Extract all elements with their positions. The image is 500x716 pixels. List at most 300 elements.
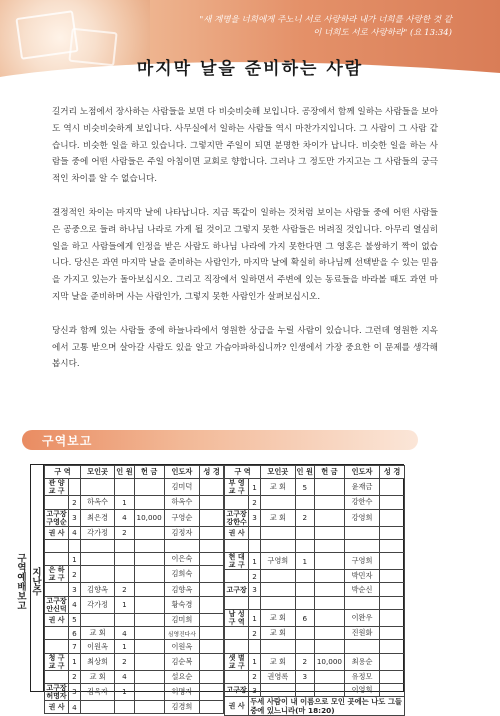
row-number-cell: 3	[69, 509, 81, 526]
row-number-cell: 7	[69, 640, 81, 653]
count-cell: 1	[115, 596, 134, 613]
count-cell: 1	[115, 683, 134, 700]
district-subname: 교 구	[228, 661, 245, 670]
table-row	[225, 653, 405, 670]
row-number-cell	[249, 539, 261, 552]
district-name: 고구장	[226, 585, 247, 594]
count-cell: 4	[115, 670, 134, 683]
leader-cell	[344, 526, 379, 539]
bible-cell	[380, 670, 405, 683]
district-name: 고구장	[46, 509, 67, 518]
offering-cell	[314, 496, 344, 509]
count-cell	[115, 566, 134, 583]
count-cell: 5	[295, 479, 314, 496]
leader-cell: 김미희	[164, 613, 200, 626]
district-cell	[225, 583, 249, 596]
leader-cell: 최용순	[344, 653, 379, 670]
table-row	[45, 553, 224, 566]
header-count: 인 원	[295, 466, 314, 479]
place-cell	[261, 526, 295, 539]
count-cell	[115, 700, 134, 713]
section-header	[22, 430, 418, 450]
row-number-cell: 2	[69, 566, 81, 583]
district-cell	[225, 610, 249, 627]
leader-cell: 설요순	[164, 670, 200, 683]
district-name: 부 영	[228, 479, 245, 488]
offering-cell	[134, 653, 164, 670]
leader-cell	[164, 539, 200, 552]
count-cell	[295, 496, 314, 509]
header-bible: 성 경	[380, 466, 405, 479]
offering-cell	[314, 610, 344, 627]
place-cell: 각가정	[80, 596, 114, 613]
count-cell	[115, 479, 134, 496]
report-side-label	[15, 465, 44, 691]
leader-cell: 진원화	[344, 627, 379, 640]
row-number-cell: 2	[249, 627, 261, 640]
place-cell	[261, 596, 295, 609]
district-subname: 강한수	[226, 517, 247, 526]
bible-cell	[380, 570, 405, 583]
offering-cell	[314, 479, 344, 496]
count-cell	[115, 553, 134, 566]
row-number-cell: 3	[69, 583, 81, 596]
district-name: 관 양	[48, 479, 65, 488]
table-row	[225, 697, 405, 716]
table-row	[45, 566, 224, 583]
header-leader: 인도자	[344, 466, 379, 479]
header-offering: 헌 금	[314, 466, 344, 479]
place-cell: 교 회	[261, 610, 295, 627]
bible-cell	[380, 509, 405, 526]
offering-cell	[314, 627, 344, 640]
place-cell: 구영희	[261, 553, 295, 570]
banner-verse: "새 계명을 너희에게 주노니 서로 사랑하라 내가 너희를 사랑한 것 같이 너희도 서로 사랑하라" (요 13:34)	[199, 15, 452, 38]
offering-cell	[314, 683, 344, 696]
district-cell	[45, 553, 69, 566]
offering-cell	[134, 596, 164, 613]
header-district: 구 역	[225, 466, 261, 479]
table-row	[225, 553, 405, 570]
offering-cell	[314, 596, 344, 609]
offering-cell	[134, 553, 164, 566]
leader-cell: 이원옥	[164, 640, 200, 653]
table-row	[225, 596, 405, 609]
district-cell	[225, 509, 249, 526]
row-number-cell: 2	[69, 496, 81, 509]
bible-cell	[200, 526, 224, 539]
district-cell	[225, 526, 249, 539]
report-table-left	[44, 465, 224, 714]
place-cell: 최은경	[80, 509, 114, 526]
district-name: 권 사	[48, 528, 65, 537]
count-cell	[115, 539, 134, 552]
leader-cell: 황숙경	[164, 596, 200, 613]
place-cell	[80, 539, 114, 552]
bible-cell	[380, 583, 405, 596]
bible-cell	[380, 526, 405, 539]
table-row	[45, 640, 224, 653]
page-title: 마지막 날을 준비하는 사람	[136, 59, 364, 79]
bible-cell	[380, 553, 405, 570]
table-row	[225, 670, 405, 683]
district-cell	[45, 509, 69, 526]
header-place: 모인곳	[80, 466, 114, 479]
offering-cell	[314, 539, 344, 552]
district-name: 고구장	[226, 509, 247, 518]
side-label-last-week: 지난주	[30, 566, 41, 596]
district-name: 남 성	[228, 610, 245, 619]
row-number-cell: 4	[69, 526, 81, 539]
bible-cell	[380, 610, 405, 627]
district-cell	[45, 596, 69, 613]
leader-cell: 이은숙	[164, 553, 200, 566]
count-cell: 1	[115, 640, 134, 653]
count-cell	[295, 596, 314, 609]
bible-cell	[200, 613, 224, 626]
row-number-cell: 5	[69, 613, 81, 626]
place-cell	[261, 496, 295, 509]
district-subname: 안신덕	[46, 604, 67, 613]
leader-cell: 구영순	[164, 509, 200, 526]
table-row	[45, 670, 224, 683]
bible-cell	[380, 640, 405, 653]
side-label-worship-report: 구역예배보고	[15, 552, 26, 610]
district-name: 권 사	[48, 703, 65, 712]
leader-cell: 구영희	[344, 553, 379, 570]
table-row	[225, 610, 405, 627]
place-cell	[261, 583, 295, 596]
district-cell	[225, 596, 249, 609]
bible-cell	[200, 596, 224, 613]
district-cell	[225, 670, 249, 683]
leader-cell: 박순신	[344, 583, 379, 596]
offering-cell	[314, 640, 344, 653]
district-cell	[225, 570, 249, 583]
offering-cell	[134, 566, 164, 583]
bible-cell	[380, 596, 405, 609]
bible-cell	[200, 553, 224, 566]
leader-cell	[344, 640, 379, 653]
district-subname: 교 구	[48, 574, 65, 583]
place-cell	[80, 700, 114, 713]
offering-cell: 10,000	[314, 653, 344, 670]
district-subname: 교 구	[228, 561, 245, 570]
leader-cell: 윤재금	[344, 479, 379, 496]
district-cell	[225, 496, 249, 509]
count-cell: 4	[115, 509, 134, 526]
count-cell	[295, 640, 314, 653]
district-cell	[45, 479, 69, 496]
district-cell	[225, 640, 249, 653]
bible-cell	[200, 479, 224, 496]
bible-cell	[200, 683, 224, 700]
leader-cell: 이영희	[344, 683, 379, 696]
place-cell: 김옥자	[80, 683, 114, 700]
report-table-right	[224, 465, 405, 716]
row-number-cell	[249, 640, 261, 653]
header-bible: 성 경	[200, 466, 224, 479]
district-cell	[45, 627, 69, 640]
district-name: 샛 별	[228, 653, 245, 662]
row-number-cell	[249, 596, 261, 609]
row-number-cell: 1	[69, 553, 81, 566]
district-cell	[45, 613, 69, 626]
district-subname: 교 구	[48, 661, 65, 670]
offering-cell	[134, 700, 164, 713]
leader-cell: 허명자	[164, 683, 200, 700]
place-cell	[80, 553, 114, 566]
place-cell: 교 회	[261, 653, 295, 670]
bible-cell	[200, 566, 224, 583]
leader-cell: 김미덕	[164, 479, 200, 496]
table-row	[225, 627, 405, 640]
offering-cell	[134, 496, 164, 509]
district-cell	[45, 653, 69, 670]
offering-cell	[134, 583, 164, 596]
leader-cell: 이완우	[344, 610, 379, 627]
row-number-cell: 1	[249, 653, 261, 670]
place-cell: 김향옥	[80, 583, 114, 596]
count-cell: 1	[115, 496, 134, 509]
header-offering: 헌 금	[134, 466, 164, 479]
offering-cell	[134, 613, 164, 626]
row-number-cell: 1	[249, 553, 261, 570]
district-name: 고구장	[46, 683, 67, 692]
district-name: 은 하	[48, 566, 65, 575]
count-cell: 3	[295, 670, 314, 683]
district-name: 권 사	[228, 528, 245, 537]
table-row	[45, 526, 224, 539]
place-cell: 하옥수	[80, 496, 114, 509]
district-cell	[45, 496, 69, 509]
row-number-cell: 4	[69, 596, 81, 613]
bible-cell	[200, 700, 224, 713]
leader-cell: 하옥수	[164, 496, 200, 509]
district-cell	[45, 583, 69, 596]
count-cell	[295, 526, 314, 539]
district-subname: 교 구	[228, 487, 245, 496]
district-cell	[45, 640, 69, 653]
table-row	[45, 653, 224, 670]
offering-cell	[134, 479, 164, 496]
count-cell: 2	[115, 583, 134, 596]
district-cell	[45, 539, 69, 552]
district-subname: 구 역	[228, 618, 245, 627]
leader-cell: 김순복	[164, 653, 200, 670]
table-row	[45, 613, 224, 626]
count-cell: 2	[115, 653, 134, 670]
header-leader: 인도자	[164, 466, 200, 479]
bible-cell	[200, 583, 224, 596]
table-row	[225, 496, 405, 509]
row-number-cell	[69, 539, 81, 552]
row-number-cell: 3	[249, 583, 261, 596]
bible-cell	[200, 539, 224, 552]
place-cell	[261, 683, 295, 696]
row-number-cell: 6	[69, 627, 81, 640]
table-row	[225, 683, 405, 696]
offering-cell	[314, 670, 344, 683]
offering-cell	[134, 526, 164, 539]
district-subname: 교 구	[48, 487, 65, 496]
place-cell	[261, 570, 295, 583]
closing-verse: 두세 사람이 내 이름으로 모인 곳에는 나도 그들 중에 있느니라(마 18:20)	[249, 697, 405, 716]
count-cell	[295, 627, 314, 640]
row-number-cell	[249, 526, 261, 539]
table-row	[225, 539, 405, 552]
bible-cell	[200, 627, 224, 640]
table-row	[45, 683, 224, 700]
offering-cell: 10,000	[134, 509, 164, 526]
table-row	[45, 496, 224, 509]
row-number-cell: 1	[249, 610, 261, 627]
leader-cell: 김희숙	[164, 566, 200, 583]
bible-cell	[200, 496, 224, 509]
offering-cell	[314, 509, 344, 526]
place-cell	[261, 539, 295, 552]
article-paragraph: 길거리 노점에서 장사하는 사람들을 보면 다 비슷비슷해 보입니다. 공장에서 함께 일하는 사람들을 보아도 역시 비슷비슷하게 보입니다. 사무실에서 일하는 사람들 역시 마찬가지입니다. 그 사람이 그 사람 같습니다. 비슷한 일을 하고 있습니다. 그렇지만 주일이 되면 분명한 차이가 납니다. 비슷한 일을 하는 사람들 중에 어떤 사람들은 주일 아침이면 교회로 향합니다. 그러나 그 정도만 가지고는 그 사람들의 궁극적인 차이를 알 수 없습니다.	[52, 107, 438, 185]
offering-cell	[134, 539, 164, 552]
row-number-cell: 3	[69, 683, 81, 700]
row-number-cell: 4	[69, 700, 81, 713]
leader-cell: 심영진다사	[164, 627, 200, 640]
table-header-row	[225, 466, 405, 479]
table-row	[225, 526, 405, 539]
leader-cell	[344, 539, 379, 552]
offering-cell	[314, 583, 344, 596]
table-header-row	[45, 466, 224, 479]
place-cell: 이원옥	[80, 640, 114, 653]
leader-cell: 김정자	[164, 526, 200, 539]
leader-cell: 박민자	[344, 570, 379, 583]
place-cell: 교 회	[80, 670, 114, 683]
place-cell	[80, 479, 114, 496]
table-row	[45, 583, 224, 596]
leader-cell: 유정모	[344, 670, 379, 683]
bible-cell	[380, 683, 405, 696]
district-cell	[225, 627, 249, 640]
row-number-cell: 1	[69, 653, 81, 670]
header-place: 모인곳	[261, 466, 295, 479]
header-district: 구 역	[45, 466, 81, 479]
table-row	[225, 509, 405, 526]
bible-cell	[200, 653, 224, 670]
bible-cell	[200, 640, 224, 653]
place-cell	[80, 566, 114, 583]
row-number-cell: 3	[249, 509, 261, 526]
offering-cell	[314, 553, 344, 570]
count-cell: 1	[295, 553, 314, 570]
district-subname: 구영순	[46, 517, 67, 526]
table-row	[225, 640, 405, 653]
count-cell	[295, 583, 314, 596]
place-cell	[261, 640, 295, 653]
offering-cell	[134, 683, 164, 700]
row-number-cell: 2	[249, 570, 261, 583]
place-cell	[80, 613, 114, 626]
table-row	[45, 509, 224, 526]
district-name: 현 대	[228, 553, 245, 562]
district-name: 청 구	[48, 653, 65, 662]
place-cell: 권영록	[261, 670, 295, 683]
district-cell	[225, 539, 249, 552]
table-row	[45, 627, 224, 640]
leader-cell: 김경희	[164, 700, 200, 713]
row-number-cell: 3	[249, 683, 261, 696]
leader-cell: 김향옥	[164, 583, 200, 596]
bible-cell	[200, 670, 224, 683]
leader-cell: 강영희	[344, 509, 379, 526]
offering-cell	[134, 640, 164, 653]
offering-cell	[314, 526, 344, 539]
leader-cell	[344, 596, 379, 609]
row-number-cell: 2	[249, 496, 261, 509]
district-subname: 허명자	[46, 691, 67, 700]
bible-cell	[380, 496, 405, 509]
district-cell	[45, 670, 69, 683]
article-paragraph: 당신과 함께 있는 사람들 중에 하늘나라에서 영원한 상급을 누릴 사람이 있습니다. 그런데 영원한 지옥에서 고통 받으며 살아갈 사람도 있을 알고 가슴아파하십니까? 인생에서 가장 중요한 이 문제를 생각해 봅시다.	[52, 325, 438, 370]
district-cell	[225, 553, 249, 570]
count-cell: 6	[295, 610, 314, 627]
bible-cell	[380, 653, 405, 670]
offering-cell	[134, 670, 164, 683]
district-cell	[45, 566, 69, 583]
place-cell: 최상희	[80, 653, 114, 670]
offering-cell	[314, 570, 344, 583]
table-row	[225, 570, 405, 583]
district-name: 권 사	[48, 615, 65, 624]
table-row	[225, 479, 405, 496]
district-cell	[45, 700, 69, 713]
district-cell	[225, 479, 249, 496]
row-number-cell: 2	[69, 670, 81, 683]
table-row	[45, 700, 224, 713]
bible-cell	[380, 479, 405, 496]
section-title: 구역보고	[42, 434, 93, 448]
count-cell	[295, 683, 314, 696]
place-cell: 각가정	[80, 526, 114, 539]
district-name: 고구장	[46, 596, 67, 605]
row-number-cell	[69, 479, 81, 496]
table-row	[225, 583, 405, 596]
district-cell	[45, 683, 69, 700]
article-paragraph: 결정적인 차이는 마지막 날에 나타납니다. 지금 똑같이 일하는 것처럼 보이는 사람들 중에 어떤 사람들은 공중으로 들려 하나님 나라로 가게 될 것이고 그렇지 못한 사람들은 버려질 것입니다. 아무리 열심히 일을 하고 사람들에게 인정을 받은 사람도 하나님 나라에 가지 못한다면 그 영혼은 불쌍하기 짝이 없습니다. 당신은 과연 마지막 날을 준비하는 사람인가, 마지막 날에 확실히 하나님께 선택받을 수 있는 믿음을 가지고 있는가 돌아보십시오. 그리고 직장에서 일하면서 주변에 있는 동료들을 바라볼 때도 과연 마지막 날을 준비하며 사는 사람인가, 그렇지 못한 사람인가 살펴보십시오.	[52, 207, 438, 302]
district-cell: 권 사	[225, 697, 249, 716]
leader-cell: 강한수	[344, 496, 379, 509]
bible-cell	[200, 509, 224, 526]
district-cell	[45, 526, 69, 539]
table-row	[45, 479, 224, 496]
count-cell: 2	[115, 526, 134, 539]
district-report	[15, 464, 404, 716]
count-cell: 2	[295, 509, 314, 526]
table-row	[45, 539, 224, 552]
place-cell: 교 회	[261, 479, 295, 496]
row-number-cell: 2	[249, 670, 261, 683]
row-number-cell: 1	[249, 479, 261, 496]
count-cell: 4	[115, 627, 134, 640]
offering-cell	[134, 627, 164, 640]
header-count: 인 원	[115, 466, 134, 479]
place-cell: 교 회	[261, 627, 295, 640]
place-cell: 교 회	[261, 509, 295, 526]
district-cell: 고구장	[225, 683, 249, 696]
bible-cell	[380, 627, 405, 640]
district-cell	[225, 653, 249, 670]
count-cell	[115, 613, 134, 626]
article-body	[52, 104, 438, 390]
